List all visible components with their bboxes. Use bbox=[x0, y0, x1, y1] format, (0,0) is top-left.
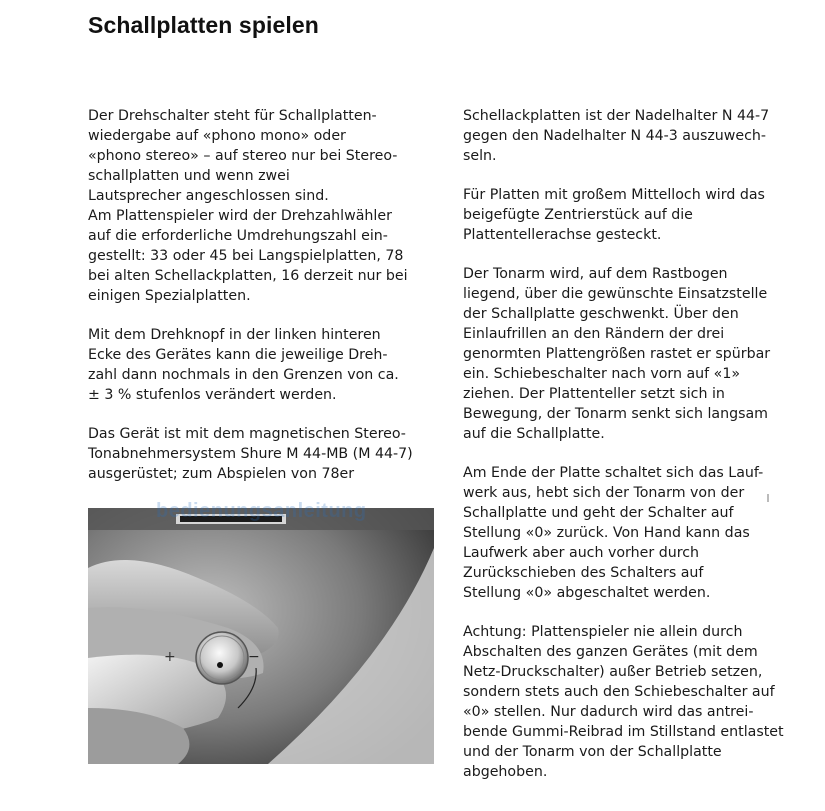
text-line: liegend, über die gewünschte Einsatzstelle bbox=[463, 286, 768, 302]
text-line: Der Tonarm wird, auf dem Rastbogen bbox=[463, 266, 728, 282]
paragraph-center-piece bbox=[463, 185, 803, 245]
text-line: ausgerüstet; zum Abspielen von 78er bbox=[88, 466, 355, 482]
text-line: Abschalten des ganzen Gerätes (mit dem bbox=[463, 644, 758, 660]
text-line: gegen den Nadelhalter N 44-3 auszuwech- bbox=[463, 128, 767, 144]
text-line: Zurückschieben des Schalters auf bbox=[463, 565, 704, 581]
text-line: Plattentellerachse gesteckt. bbox=[463, 227, 662, 243]
text-line: einigen Spezialplatten. bbox=[88, 288, 251, 304]
text-line: Das Gerät ist mit dem magnetischen Stereo- bbox=[88, 426, 406, 442]
text-line: beigefügte Zentrierstück auf die bbox=[463, 207, 693, 223]
text-line: seln. bbox=[463, 148, 497, 164]
text-line: Achtung: Plattenspieler nie allein durch bbox=[463, 624, 743, 640]
text-line: Tonabnehmersystem Shure M 44-MB (M 44-7) bbox=[88, 446, 413, 462]
text-line: ± 3 % stufenlos verändert werden. bbox=[88, 387, 337, 403]
page-title: Schallplatten spielen bbox=[88, 12, 319, 38]
text-line: auf die Schallplatte. bbox=[463, 426, 605, 442]
text-line: wiedergabe auf «phono mono» oder bbox=[88, 128, 346, 144]
text-line: Stellung «0» zurück. Von Hand kann das bbox=[463, 525, 750, 541]
minus-label: − bbox=[248, 649, 260, 665]
left-text-column bbox=[88, 106, 433, 503]
text-line: Ecke des Gerätes kann die jeweilige Dreh- bbox=[88, 347, 388, 363]
text-line: abgehoben. bbox=[463, 764, 548, 780]
text-line: zahl dann nochmals in den Grenzen von ca. bbox=[88, 367, 399, 383]
plus-label: + bbox=[164, 649, 176, 665]
text-line: und der Tonarm von der Schallplatte bbox=[463, 744, 722, 760]
text-line: ein. Schiebeschalter nach vorn auf «1» bbox=[463, 366, 741, 382]
text-line: «phono stereo» – auf stereo nur bei Stereo- bbox=[88, 148, 398, 164]
text-line: Mit dem Drehknopf in der linken hinteren bbox=[88, 327, 381, 343]
text-line: Schellackplatten ist der Nadelhalter N 44-7 bbox=[463, 108, 770, 124]
text-line: der Schallplatte geschwenkt. Über den bbox=[463, 306, 739, 322]
text-line: Am Ende der Platte schaltet sich das Lauf- bbox=[463, 465, 764, 481]
text-line: bei alten Schellackplatten, 16 derzeit nur bei bbox=[88, 268, 408, 284]
text-line: ziehen. Der Plattenteller setzt sich in bbox=[463, 386, 725, 402]
text-line: Bewegung, der Tonarm senkt sich langsam bbox=[463, 406, 768, 422]
scan-mark bbox=[767, 494, 769, 502]
text-line: Schallplatte und geht der Schalter auf bbox=[463, 505, 734, 521]
photo-illustration bbox=[88, 508, 434, 764]
text-line: sondern stets auch den Schiebeschalter auf bbox=[463, 684, 775, 700]
text-line: gestellt: 33 oder 45 bei Langspielplatten, 78 bbox=[88, 248, 404, 264]
text-line: werk aus, hebt sich der Tonarm von der bbox=[463, 485, 745, 501]
paragraph-speed-selector bbox=[88, 106, 433, 306]
turntable-knob-photo bbox=[88, 508, 434, 764]
paragraph-tonearm bbox=[463, 264, 803, 444]
text-line: Einlaufrillen an den Rändern der drei bbox=[463, 326, 725, 342]
text-line: Stellung «0» abgeschaltet werden. bbox=[463, 585, 711, 601]
watermark: bedienungsanleitung bbox=[156, 500, 367, 522]
text-line: schallplatten und wenn zwei bbox=[88, 168, 290, 184]
paragraph-warning bbox=[463, 622, 803, 782]
paragraph-needle-holder bbox=[463, 106, 803, 166]
text-line: Am Plattenspieler wird der Drehzahlwähler bbox=[88, 208, 392, 224]
right-text-column bbox=[463, 106, 803, 801]
paragraph-fine-tuning bbox=[88, 325, 433, 405]
text-line: auf die erforderliche Umdrehungszahl ein- bbox=[88, 228, 388, 244]
text-line: Der Drehschalter steht für Schallplatten- bbox=[88, 108, 377, 124]
text-line: Für Platten mit großem Mittelloch wird das bbox=[463, 187, 765, 203]
text-line: Lautsprecher angeschlossen sind. bbox=[88, 188, 329, 204]
paragraph-cartridge bbox=[88, 424, 433, 484]
text-line: genormten Plattengrößen rastet er spürbar bbox=[463, 346, 771, 362]
text-line: Laufwerk aber auch vorher durch bbox=[463, 545, 700, 561]
paragraph-auto-stop bbox=[463, 463, 803, 603]
text-line: bende Gummi-Reibrad im Stillstand entlastet bbox=[463, 724, 784, 740]
text-line: «0» stellen. Nur dadurch wird das antrei- bbox=[463, 704, 754, 720]
text-line: Netz-Druckschalter) außer Betrieb setzen, bbox=[463, 664, 763, 680]
